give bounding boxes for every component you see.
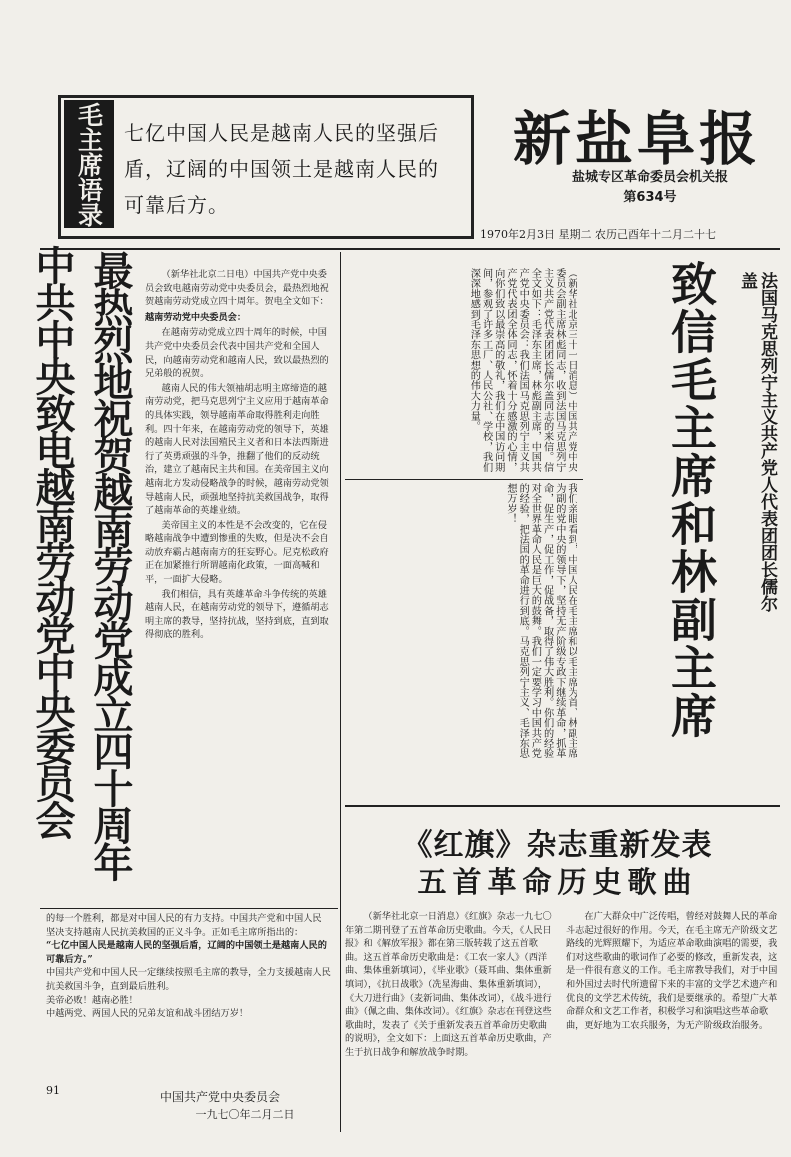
red-flag-text: 在广大群众中广泛传唱，曾经对鼓舞人民的革命斗志起过很好的作用。今天，在毛主席无产阶级文艺路线的光辉照耀下，为适应革命歌曲演唱的需要，我们对这些歌曲的歌词作了必要的修改，重新发表，这是一件很有意义的工作。毛主席教导我们，对于中国和外国过去时代所遗留下来的丰富的文学艺术遗产和优良的文学艺术传统，我们是要继承的。希望广大革命群众和文艺工作者，积极学习和演唱这些革命歌曲，更好地为工农兵服务，为无产阶级政治服务。 bbox=[566, 911, 778, 1031]
red-flag-subtitle: 五首革命历史歌曲 bbox=[417, 865, 698, 899]
continuation-quote: “七亿中国人民是越南人民的坚强后盾，辽阔的中国领土是越南人民的可靠后方。” bbox=[46, 940, 327, 965]
red-flag-text: （新华社北京一日消息）《红旗》杂志一九七〇年第二期刊登了五首革命历史歌曲。今天，《人民日报》和《解放军报》都在第三版转载了这五首歌曲。这五首革命历史歌曲是：《工农一家人》（西洋曲、集体重新填词），《毕业歌》（聂耳曲、集体重新填词），《抗日战歌》（冼星海曲、集体重新填词），《大刀进行曲》（麦新词曲、集体改词），《战斗进行曲》（佩之曲、集体改词）。《红旗》杂志在刊登这些歌曲时，发表了《关于重新发表五首革命历史歌曲的说明》，全文如下：上面这五首革命历史歌曲，产生于抗日战争和解放战争时期。 bbox=[345, 911, 552, 1058]
continuation-line: 的每一个胜利，都是对中国人民的有力支持。中国共产党和中国人民 bbox=[46, 913, 322, 924]
left-article-paragraph: 我们相信，具有英雄革命斗争传统的英雄越南人民，在越南劳动党的领导下，遵循胡志明主席的教导，坚持抗战，坚持到底，直到取得彻底的胜利。 bbox=[145, 588, 329, 641]
middle-article-col-b: 我们亲眼看到，中国人民在毛主席和以毛主席为首、林副主席为副的党中央的领导下，坚持无产阶级专政下继续革命，抓革命，促生产，促工作，促战备，取得了伟大胜利。你们的经验对全世界革命人民是巨大的鼓舞。我们一定要学习中国共产党的经验，把法国的革命进行到底。马克思列宁主义、毛泽东思想万岁！ bbox=[504, 483, 577, 759]
paper-org: 盐城专区革命委员会机关报 bbox=[571, 170, 728, 185]
middle-article-col-a: （新华社北京三十一日消息）中国共产党中央委员会副主席林彪同志，收到法国马克思列宁主义共产党代表团团长儒尔盖同志的来信。信全文如下：毛泽东主席，林彪副主席，中国共产党中央委员会：我们法国马克思列宁主义共产党代表团全体同志，怀着十分感激的心情，向你们致以最崇高的敬礼，我们在中国访问期间，参观了许多工厂、人民公社、学校，我们深深地感到毛泽东思想的伟大力量。 bbox=[468, 268, 577, 472]
signature-date: 一九七〇年二月二日 bbox=[195, 1108, 295, 1121]
red-flag-title: 《红旗》杂志重新发表 bbox=[402, 828, 713, 863]
headline-right-sub: 法国马克思列宁主义共产党人代表团团长儒尔盖 bbox=[737, 272, 777, 612]
red-flag-col-right bbox=[566, 910, 781, 1135]
column-divider bbox=[340, 252, 341, 1132]
left-article-paragraph: 美帝国主义的本性是不会改变的，它在侵略越南战争中遭到惨重的失败，但是决不会自动放弃霸占越南南方的狂妄野心。尼克松政府正在加紧推行所谓越南化政策，一面高喊和平，一面扩大侵略。 bbox=[145, 519, 329, 586]
left-article-body bbox=[145, 268, 335, 908]
left-article-continuation bbox=[46, 912, 336, 1072]
continuation-line: 中国共产党和中国人民一定继续按照毛主席的教导，全力支援越南人民抗美救国斗争，直到最后胜利。 bbox=[46, 967, 331, 992]
left-article-paragraph: 在越南劳动党成立四十周年的时候，中国共产党中央委员会代表中国共产党和全国人民，向越南劳动党和越南人民，致以最热烈的兄弟般的祝贺。 bbox=[145, 327, 329, 380]
quote-label: 毛主席语录 bbox=[64, 100, 114, 228]
paper-date: 1970年2月3日 星期二 农历己酉年十二月二十七 bbox=[480, 228, 716, 241]
quote-text: 七亿中国人民是越南人民的坚强后盾，辽阔的中国领土是越南人民的可靠后方。 bbox=[124, 121, 439, 217]
signature: 中国共产党中央委员会 bbox=[159, 1090, 280, 1104]
headline-left-1: 中共中央致电越南劳动党中央委员会 bbox=[29, 245, 75, 837]
continuation-line: 坚决支持越南人民抗美救国的正义斗争。正如毛主席所指出的： bbox=[46, 926, 304, 938]
continuation-line: 中越两党、两国人民的兄弟友谊和战斗团结万岁！ bbox=[46, 1008, 249, 1020]
banner-divider bbox=[345, 805, 780, 807]
middle-divider bbox=[345, 479, 583, 480]
left-article-dateline: （新华社北京二日电）中国共产党中央委员会致电越南劳动党中央委员会，最热烈地祝贺越南劳动党成立四十周年。贺电全文如下： bbox=[145, 269, 329, 308]
left-divider bbox=[40, 908, 338, 909]
masthead-divider bbox=[40, 248, 780, 250]
paper-issue: 第634号 bbox=[623, 190, 677, 205]
headline-left-2: 最热烈地祝贺越南劳动党成立四十周年 bbox=[87, 250, 133, 879]
page-mark: 91 bbox=[46, 1084, 60, 1097]
left-article-paragraph: 越南人民的伟大领袖胡志明主席缔造的越南劳动党，把马克思列宁主义应用于越南革命的具体实践，领导越南革命取得胜利走向胜利。四十年来，在越南劳动党的领导下，英雄的越南人民对法国殖民主义者和日本法西斯进行了英勇顽强的斗争，推翻了他们的反动统治，建立了越南民主共和国。在美帝国主义向越南北方发动侵略战争的时候，越南劳动党领导越南人民，顽强地坚持抗美救国战争，取得了越南革命的英雄业绩。 bbox=[145, 382, 329, 517]
left-article-addressee: 越南劳动党中央委员会： bbox=[145, 311, 247, 323]
headline-right: 致信毛主席和林副主席 bbox=[664, 260, 718, 740]
continuation-line: 美帝必败！越南必胜！ bbox=[46, 994, 138, 1006]
red-flag-col-left bbox=[345, 910, 555, 1135]
paper-name: 新盐阜报 bbox=[512, 105, 761, 173]
